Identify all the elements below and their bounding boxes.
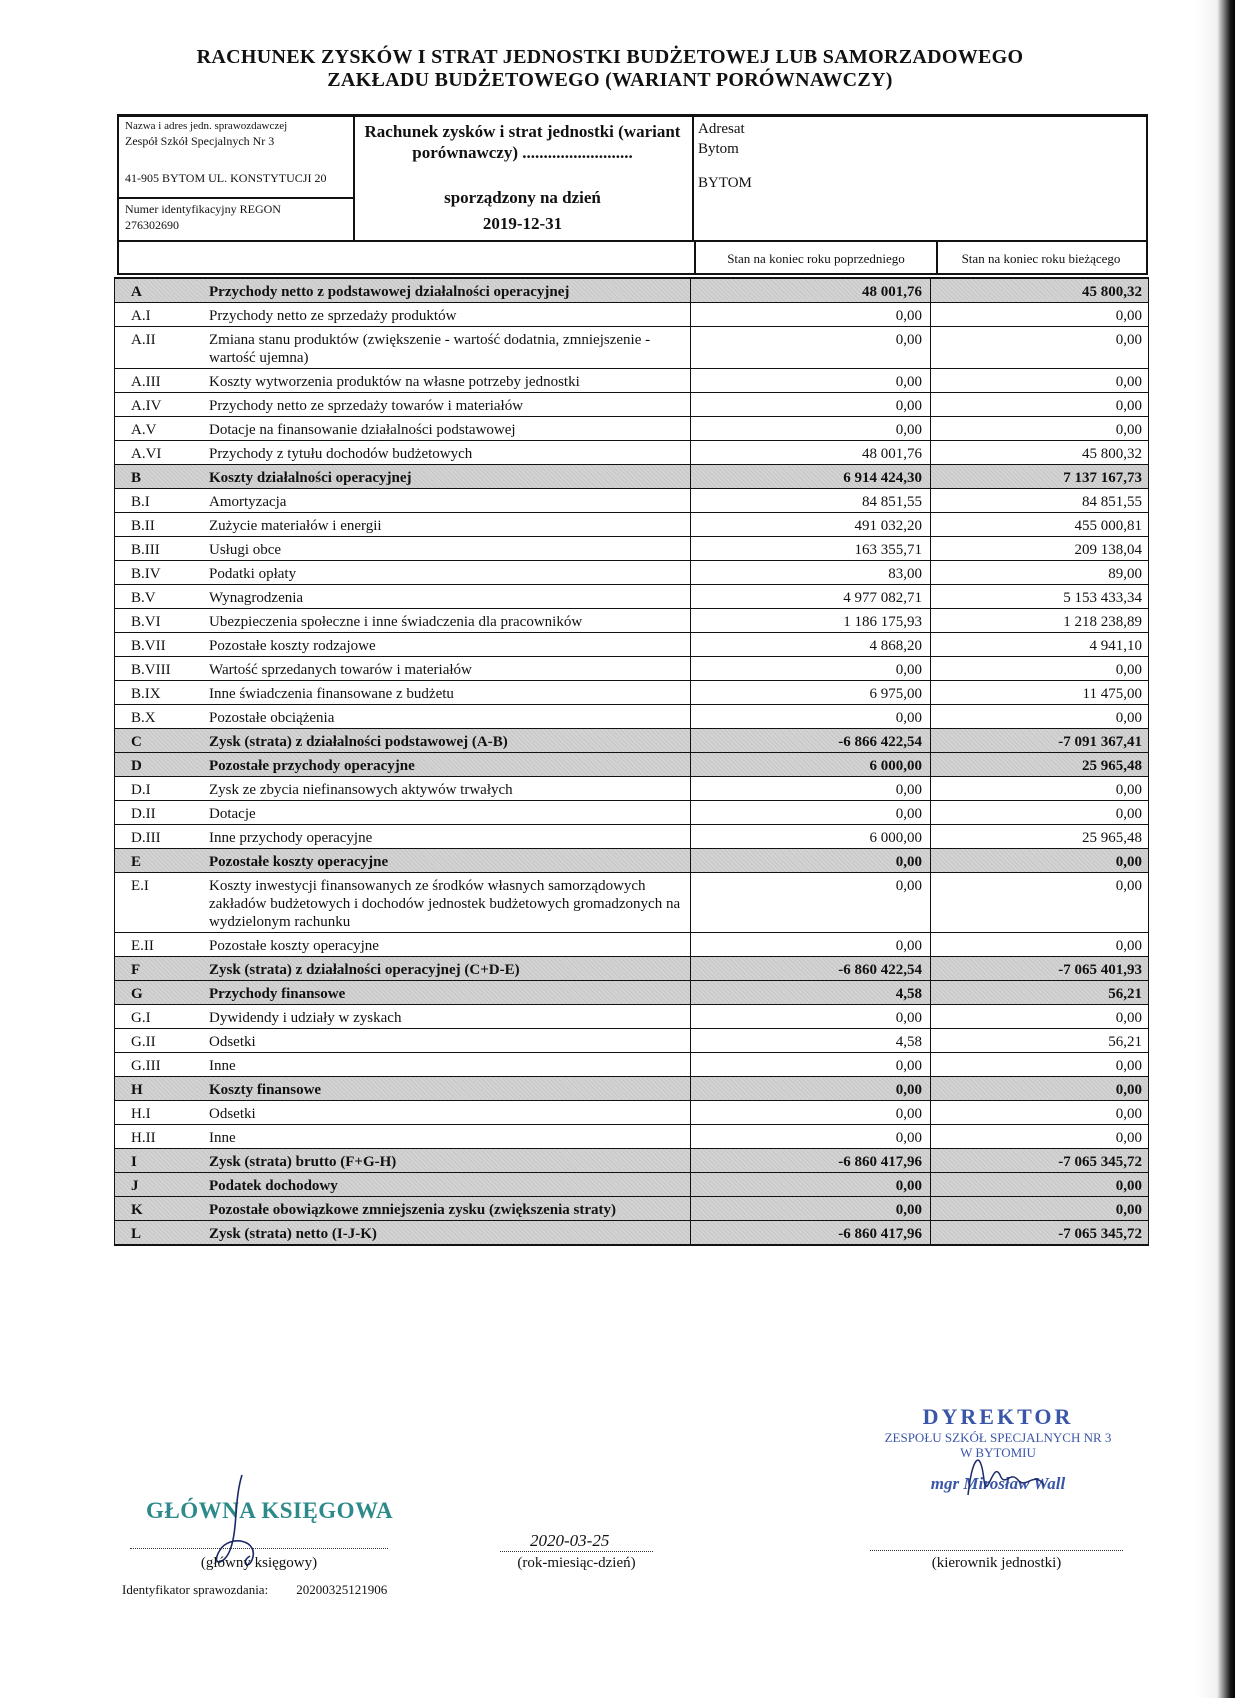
row-code: A.VI <box>131 446 162 462</box>
report-title-cell <box>353 117 694 240</box>
row-previous-value: 0,00 <box>691 1173 931 1196</box>
row-current-value: -7 091 367,41 <box>931 729 1148 752</box>
date-line <box>500 1550 653 1552</box>
row-previous-value: -6 860 422,54 <box>691 957 931 980</box>
row-code: A.I <box>131 308 151 324</box>
row-previous-value: 4 868,20 <box>691 633 931 656</box>
table-row <box>115 933 1148 957</box>
row-name: Pozostałe obciążenia <box>197 705 691 728</box>
row-code: J <box>115 1173 197 1196</box>
row-code: G.III <box>131 1058 161 1074</box>
row-code: K <box>115 1197 197 1220</box>
row-code: G <box>115 981 197 1004</box>
table-row <box>115 1221 1148 1245</box>
row-previous-value: 6 000,00 <box>691 753 931 776</box>
row-code: B.VII <box>131 638 166 654</box>
table-row <box>115 393 1148 417</box>
table-row <box>115 585 1148 609</box>
row-name: Dotacje na finansowanie działalności podstawowej <box>197 417 691 440</box>
table-row <box>115 777 1148 801</box>
row-name: Inne <box>197 1125 691 1148</box>
table-row <box>115 1125 1148 1149</box>
row-current-value: 209 138,04 <box>1074 542 1142 558</box>
table-row <box>115 513 1148 537</box>
row-previous-value: 0,00 <box>691 1053 931 1076</box>
table-row <box>115 489 1148 513</box>
row-name: Przychody netto z podstawowej działalności operacyjnej <box>197 279 691 302</box>
manager-caption: (kierownik jednostki) <box>931 1555 1062 1571</box>
row-current-value: 7 137 167,73 <box>931 465 1148 488</box>
row-code: I <box>115 1149 197 1172</box>
row-current-value: -7 065 345,72 <box>931 1149 1148 1172</box>
addressee-city: BYTOM <box>698 175 752 191</box>
row-current-value: 0,00 <box>931 1173 1148 1196</box>
row-name: Wartość sprzedanych towarów i materiałów <box>197 657 691 680</box>
row-previous-value: 0,00 <box>691 933 931 956</box>
row-code: B.IX <box>131 686 161 702</box>
row-code: B.V <box>131 590 156 606</box>
signature-date: 2020-03-25 <box>530 1531 610 1550</box>
table-row <box>115 369 1148 393</box>
row-name: Podatki opłaty <box>197 561 691 584</box>
row-code: B.X <box>131 710 156 726</box>
header-block <box>117 114 1148 242</box>
row-code: B.IV <box>131 566 161 582</box>
table-row <box>115 801 1148 825</box>
table-row <box>115 327 1148 369</box>
row-name: Dotacje <box>197 801 691 824</box>
row-name: Odsetki <box>197 1029 691 1052</box>
row-code: A.V <box>131 422 157 438</box>
row-code: A.III <box>131 374 161 390</box>
row-current-value: 0,00 <box>1115 398 1142 414</box>
row-code: F <box>115 957 197 980</box>
report-title: Rachunek zysków i strat jednostki (wariant porównawczy) .......................... <box>364 122 681 162</box>
row-current-value: -7 065 345,72 <box>931 1221 1148 1244</box>
director-stamp-title: DYREKTOR <box>922 1404 1074 1429</box>
table-row <box>115 633 1148 657</box>
row-code: C <box>115 729 197 752</box>
made-on-date: 2019-12-31 <box>482 214 563 233</box>
row-previous-value: -6 866 422,54 <box>691 729 931 752</box>
row-previous-value: 0,00 <box>691 327 931 368</box>
row-name: Zysk (strata) z działalności operacyjnej (C+D-E) <box>197 957 691 980</box>
row-code: E <box>115 849 197 872</box>
table-row <box>115 729 1148 753</box>
row-current-value: 0,00 <box>1115 1130 1142 1146</box>
row-current-value: -7 065 401,93 <box>931 957 1148 980</box>
row-name: Wynagrodzenia <box>197 585 691 608</box>
row-current-value: 11 475,00 <box>1082 686 1142 702</box>
row-previous-value: -6 860 417,96 <box>691 1149 931 1172</box>
row-current-value: 0,00 <box>1115 308 1142 324</box>
row-current-value: 84 851,55 <box>1082 494 1142 510</box>
row-previous-value: 6 914 424,30 <box>691 465 931 488</box>
row-previous-value: 84 851,55 <box>691 489 931 512</box>
regon-label: Numer identyfikacyjny REGON <box>125 202 281 216</box>
row-previous-value: 0,00 <box>691 1125 931 1148</box>
row-current-value: 0,00 <box>931 1077 1148 1100</box>
row-current-value: 0,00 <box>1115 662 1142 678</box>
row-name: Inne przychody operacyjne <box>197 825 691 848</box>
row-code: D <box>115 753 197 776</box>
unit-name: Zespół Szkół Specjalnych Nr 3 <box>125 134 275 148</box>
scan-edge-shadow <box>1195 0 1235 1698</box>
name-label: Nazwa i adres jedn. sprawozdawczej <box>125 120 288 132</box>
table-row <box>115 1077 1148 1101</box>
row-name: Koszty działalności operacyjnej <box>197 465 691 488</box>
accountant-stamp: GŁÓWNA KSIĘGOWA <box>146 1498 394 1523</box>
row-code: D.I <box>131 782 151 798</box>
row-name: Pozostałe obowiązkowe zmniejszenia zysku (zwiększenia straty) <box>197 1197 691 1220</box>
row-code: B.VI <box>131 614 161 630</box>
table-row <box>115 609 1148 633</box>
row-name: Przychody finansowe <box>197 981 691 1004</box>
row-name: Koszty inwestycji finansowanych ze środków własnych samorządowych zakładów budżetowych i dochodów jednostek budżetowych gromadzonych na wydzielonym rachunku <box>197 873 691 932</box>
row-previous-value: 0,00 <box>691 705 931 728</box>
row-previous-value: 48 001,76 <box>691 279 931 302</box>
row-current-value: 0,00 <box>931 849 1148 872</box>
row-current-value: 0,00 <box>1115 806 1142 822</box>
row-code: G.II <box>131 1034 156 1050</box>
table-row <box>115 753 1148 777</box>
row-code: B <box>115 465 197 488</box>
row-current-value: 25 965,48 <box>931 753 1148 776</box>
row-current-value: 45 800,32 <box>1082 446 1142 462</box>
row-name: Inne świadczenia finansowane z budżetu <box>197 681 691 704</box>
row-name: Amortyzacja <box>197 489 691 512</box>
row-current-value: 25 965,48 <box>1082 830 1142 846</box>
row-name: Pozostałe przychody operacyjne <box>197 753 691 776</box>
table-row <box>115 873 1148 933</box>
row-name: Koszty wytworzenia produktów na własne potrzeby jednostki <box>197 369 691 392</box>
director-stamp-line1: ZESPOŁU SZKÓŁ SPECJALNYCH NR 3 <box>884 1430 1112 1445</box>
row-previous-value: 0,00 <box>691 1101 931 1124</box>
row-name: Pozostałe koszty operacyjne <box>197 933 691 956</box>
row-name: Pozostałe koszty rodzajowe <box>197 633 691 656</box>
table-row <box>115 825 1148 849</box>
addressee-name: Bytom <box>698 141 739 157</box>
column-header-row <box>117 242 1148 275</box>
row-previous-value: 0,00 <box>691 1197 931 1220</box>
accountant-caption: (główny księgowy) <box>200 1555 318 1571</box>
row-name: Zysk (strata) brutto (F+G-H) <box>197 1149 691 1172</box>
report-date-block <box>353 185 692 237</box>
row-previous-value: 4,58 <box>691 1029 931 1052</box>
addressee-label: Adresat <box>698 121 745 137</box>
row-previous-value: 83,00 <box>691 561 931 584</box>
unit-street: 41-905 BYTOM UL. KONSTYTUCJI 20 <box>125 171 327 185</box>
table-row <box>115 657 1148 681</box>
row-previous-value: 4 977 082,71 <box>691 585 931 608</box>
row-name: Pozostałe koszty operacyjne <box>197 849 691 872</box>
table-row <box>115 1173 1148 1197</box>
row-code: D.II <box>131 806 156 822</box>
row-previous-value: 0,00 <box>691 1077 931 1100</box>
row-current-value: 0,00 <box>1115 878 1142 894</box>
table-row <box>115 1005 1148 1029</box>
row-name: Inne <box>197 1053 691 1076</box>
row-name: Ubezpieczenia społeczne i inne świadczenia dla pracowników <box>197 609 691 632</box>
row-name: Podatek dochodowy <box>197 1173 691 1196</box>
unit-address <box>125 119 351 149</box>
table-row <box>115 279 1148 303</box>
row-code: G.I <box>131 1010 151 1026</box>
row-name: Zysk ze zbycia niefinansowych aktywów trwałych <box>197 777 691 800</box>
table-row <box>115 1029 1148 1053</box>
table-row <box>115 1053 1148 1077</box>
row-previous-value: 0,00 <box>691 873 931 932</box>
regon-box <box>119 197 353 235</box>
row-code: B.I <box>131 494 150 510</box>
row-name: Zysk (strata) z działalności podstawowej (A-B) <box>197 729 691 752</box>
row-previous-value: 0,00 <box>691 1005 931 1028</box>
table-row <box>115 957 1148 981</box>
date-caption: (rok-miesiąc-dzień) <box>517 1555 636 1571</box>
row-code: B.III <box>131 542 160 558</box>
row-previous-value: 491 032,20 <box>691 513 931 536</box>
row-previous-value: 0,00 <box>691 303 931 326</box>
row-previous-value: 0,00 <box>691 417 931 440</box>
row-code: H <box>115 1077 197 1100</box>
row-code: H.I <box>131 1106 151 1122</box>
table-row <box>115 705 1148 729</box>
table-row <box>115 1149 1148 1173</box>
row-current-value: 0,00 <box>1115 782 1142 798</box>
row-previous-value: 163 355,71 <box>691 537 931 560</box>
manager-signature-line <box>870 1549 1123 1551</box>
table-row <box>115 465 1148 489</box>
row-previous-value: 6 000,00 <box>691 825 931 848</box>
table-row <box>115 561 1148 585</box>
row-current-value: 0,00 <box>1115 710 1142 726</box>
row-name: Zmiana stanu produktów (zwiększenie - wartość dodatnia, zmniejszenie - wartość ujemna) <box>197 327 691 368</box>
row-current-value: 0,00 <box>1115 374 1142 390</box>
addressee-cell <box>694 117 1146 240</box>
row-current-value: 56,21 <box>931 981 1148 1004</box>
report-identifier <box>122 1582 387 1598</box>
row-previous-value: -6 860 417,96 <box>691 1221 931 1244</box>
table-row <box>115 1197 1148 1221</box>
row-current-value: 45 800,32 <box>931 279 1148 302</box>
row-name: Zysk (strata) netto (I-J-K) <box>197 1221 691 1244</box>
unit-info-cell <box>119 117 355 240</box>
profit-loss-table <box>114 277 1149 1246</box>
table-row <box>115 1101 1148 1125</box>
row-code: H.II <box>131 1130 156 1146</box>
row-name: Usługi obce <box>197 537 691 560</box>
table-row <box>115 441 1148 465</box>
row-current-value: 5 153 433,34 <box>1063 590 1142 606</box>
row-previous-value: 0,00 <box>691 393 931 416</box>
column-current-year: Stan na koniec roku bieżącego <box>961 251 1121 266</box>
row-code: B.II <box>131 518 155 534</box>
row-name: Przychody netto ze sprzedaży towarów i materiałów <box>197 393 691 416</box>
row-previous-value: 4,58 <box>691 981 931 1004</box>
accountant-signature-line <box>130 1547 388 1549</box>
row-name: Przychody netto ze sprzedaży produktów <box>197 303 691 326</box>
row-previous-value: 0,00 <box>691 369 931 392</box>
report-id-label: Identyfikator sprawozdania: <box>122 1582 269 1597</box>
row-name: Dywidendy i udziały w zyskach <box>197 1005 691 1028</box>
row-code: L <box>115 1221 197 1244</box>
row-previous-value: 1 186 175,93 <box>691 609 931 632</box>
table-row <box>115 681 1148 705</box>
regon-number: 276302690 <box>125 218 179 232</box>
row-current-value: 89,00 <box>1108 566 1142 582</box>
row-previous-value: 0,00 <box>691 801 931 824</box>
row-current-value: 56,21 <box>1108 1034 1142 1050</box>
row-current-value: 0,00 <box>1115 1058 1142 1074</box>
row-current-value: 0,00 <box>931 1197 1148 1220</box>
director-signature <box>960 1440 1050 1510</box>
row-code: E.I <box>131 878 149 894</box>
row-current-value: 1 218 238,89 <box>1063 614 1142 630</box>
row-name: Koszty finansowe <box>197 1077 691 1100</box>
table-row <box>115 849 1148 873</box>
row-current-value: 4 941,10 <box>1089 638 1142 654</box>
row-previous-value: 0,00 <box>691 849 931 872</box>
table-row <box>115 417 1148 441</box>
row-name: Zużycie materiałów i energii <box>197 513 691 536</box>
addressee-block <box>698 119 745 159</box>
row-current-value: 455 000,81 <box>1074 518 1142 534</box>
row-code: A.II <box>131 332 156 348</box>
director-stamp-name: mgr Mirosław Wall <box>930 1474 1066 1493</box>
report-id-value: 20200325121906 <box>296 1582 388 1597</box>
row-code: D.III <box>131 830 161 846</box>
table-row <box>115 981 1148 1005</box>
row-current-value: 0,00 <box>1115 422 1142 438</box>
row-current-value: 0,00 <box>1115 1010 1142 1026</box>
document-title: RACHUNEK ZYSKÓW I STRAT JEDNOSTKI BUDŻETOWEJ LUB SAMORZADOWEGO ZAKŁADU BUDŻETOWEGO (WARIANT PORÓWNAWCZY) <box>196 46 1024 91</box>
row-previous-value: 6 975,00 <box>691 681 931 704</box>
column-previous-year: Stan na koniec roku poprzedniego <box>694 242 938 273</box>
row-previous-value: 0,00 <box>691 777 931 800</box>
row-code: E.II <box>131 938 154 954</box>
row-current-value: 0,00 <box>1115 332 1142 348</box>
table-row <box>115 303 1148 327</box>
row-name: Przychody z tytułu dochodów budżetowych <box>197 441 691 464</box>
row-code: A <box>115 279 197 302</box>
row-current-value: 0,00 <box>1115 938 1142 954</box>
row-previous-value: 48 001,76 <box>691 441 931 464</box>
row-current-value: 0,00 <box>1115 1106 1142 1122</box>
row-name: Odsetki <box>197 1101 691 1124</box>
row-code: A.IV <box>131 398 162 414</box>
row-previous-value: 0,00 <box>691 657 931 680</box>
row-code: B.VIII <box>131 662 171 678</box>
director-stamp-line2: W BYTOMIU <box>960 1445 1036 1460</box>
made-on-label: sporządzony na dzień <box>444 188 601 207</box>
table-row <box>115 537 1148 561</box>
